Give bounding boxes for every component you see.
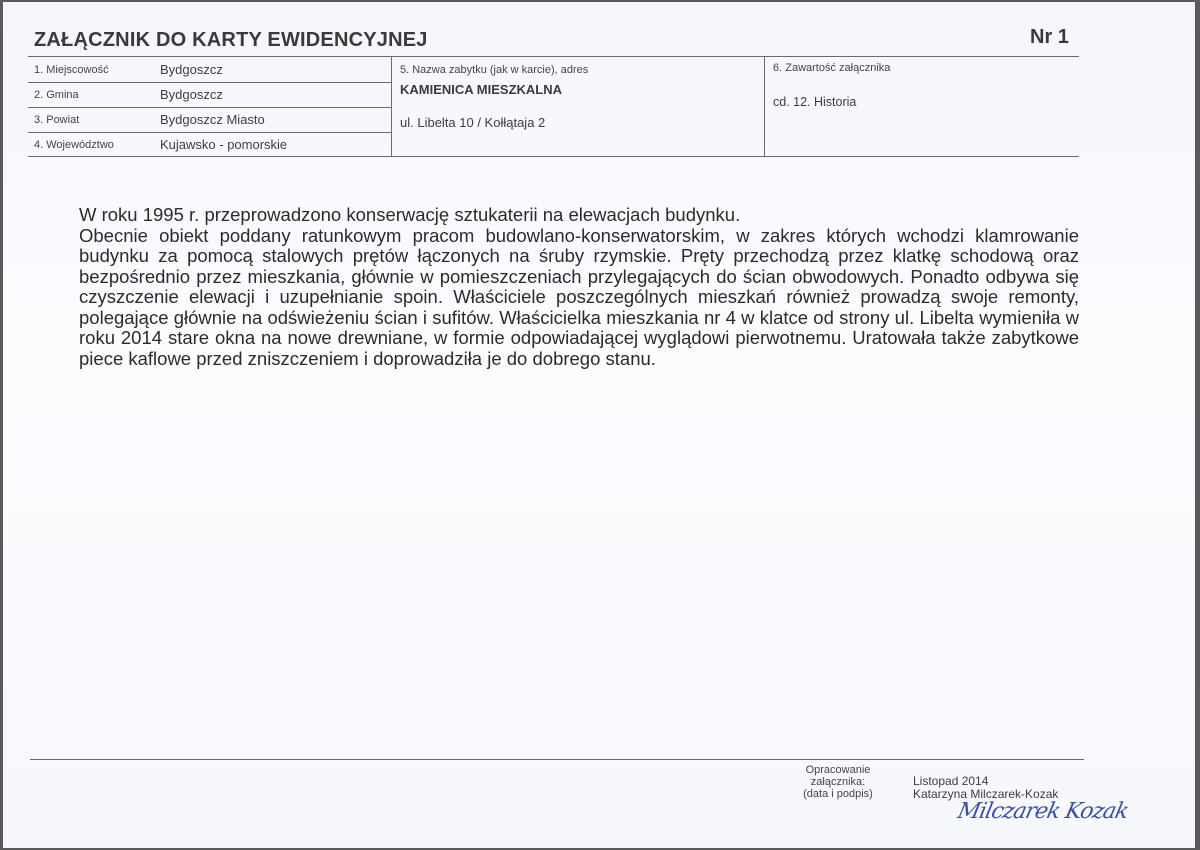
row-divider <box>28 132 392 133</box>
field-value-gmina: Bydgoszcz <box>160 87 223 102</box>
prepared-by-label <box>793 764 883 800</box>
row-divider <box>28 82 392 83</box>
footer-rule <box>30 759 1084 760</box>
row-divider <box>28 107 392 108</box>
column-divider <box>391 56 392 157</box>
author-name: Katarzyna Milczarek-Kozak <box>913 787 1059 801</box>
prepared-by-label-line: Opracowanie <box>805 764 871 776</box>
document-number: Nr 1 <box>1030 26 1069 48</box>
field-label-powiat: 3. Powiat <box>34 114 80 126</box>
monument-label: 5. Nazwa zabytku (jak w karcie), adres <box>400 64 589 76</box>
table-bottom-rule <box>28 156 1079 157</box>
prepared-date: Listopad 2014 <box>913 774 989 788</box>
document-page <box>3 2 1195 848</box>
field-value-powiat: Bydgoszcz Miasto <box>160 112 265 127</box>
prepared-by-label-line: (data i podpis) <box>803 788 873 800</box>
field-label-gmina: 2. Gmina <box>34 89 79 101</box>
monument-address: ul. Libelta 10 / Kołłątaja 2 <box>400 115 546 130</box>
header-rule <box>28 56 1079 57</box>
attachment-label: 6. Zawartość załącznika <box>773 62 891 74</box>
column-divider <box>764 56 765 157</box>
field-label-wojewodztwo: 4. Województwo <box>34 139 114 151</box>
prepared-by-info <box>913 775 1058 801</box>
handwritten-signature: Milczarek Kozak <box>955 799 1131 824</box>
prepared-by-label-line: załącznika: <box>810 776 866 788</box>
document-title: ZAŁĄCZNIK DO KARTY EWIDENCYJNEJ <box>34 29 428 51</box>
attachment-content: cd. 12. Historia <box>773 95 857 109</box>
monument-name: KAMIENICA MIESZKALNA <box>400 82 563 97</box>
field-value-miejscowosc: Bydgoszcz <box>160 62 223 77</box>
paragraph: W roku 1995 r. przeprowadzono konserwację sztukaterii na elewacjach budynku. <box>79 204 741 225</box>
field-value-wojewodztwo: Kujawsko - pomorskie <box>160 137 288 152</box>
field-label-miejscowosc: 1. Miejscowość <box>34 64 109 76</box>
paragraph: Obecnie obiekt poddany ratunkowym pracom budowlano-konserwatorskim, w zakres których wchodzi klamrowanie budynku za pomocą stalowych prętów łączonych na śruby rzymskie. Pręty przechodzą przez klatkę schodową oraz bezpośrednio przez mieszkania, głównie w pomieszczeniach przylegających do ścian obwodowych. Ponadto odbywa się czyszczenie elewacji i uzupełnianie spoin. Właściciele poszczególnych mieszkań również prowadzą swoje remonty, polegające głównie na odświeżeniu ścian i sufitów. Właścicielka mieszkania nr 4 w klatce od strony ul. Libelta wymieniła w roku 2014 stare okna na nowe drewniane, w formie odpowiadającej wyglądowi pierwotnemu. Uratowała także zabytkowe piece kaflowe przed zniszczeniem i doprowadziła je do dobrego stanu. <box>79 224 1079 369</box>
history-text <box>79 205 1079 369</box>
